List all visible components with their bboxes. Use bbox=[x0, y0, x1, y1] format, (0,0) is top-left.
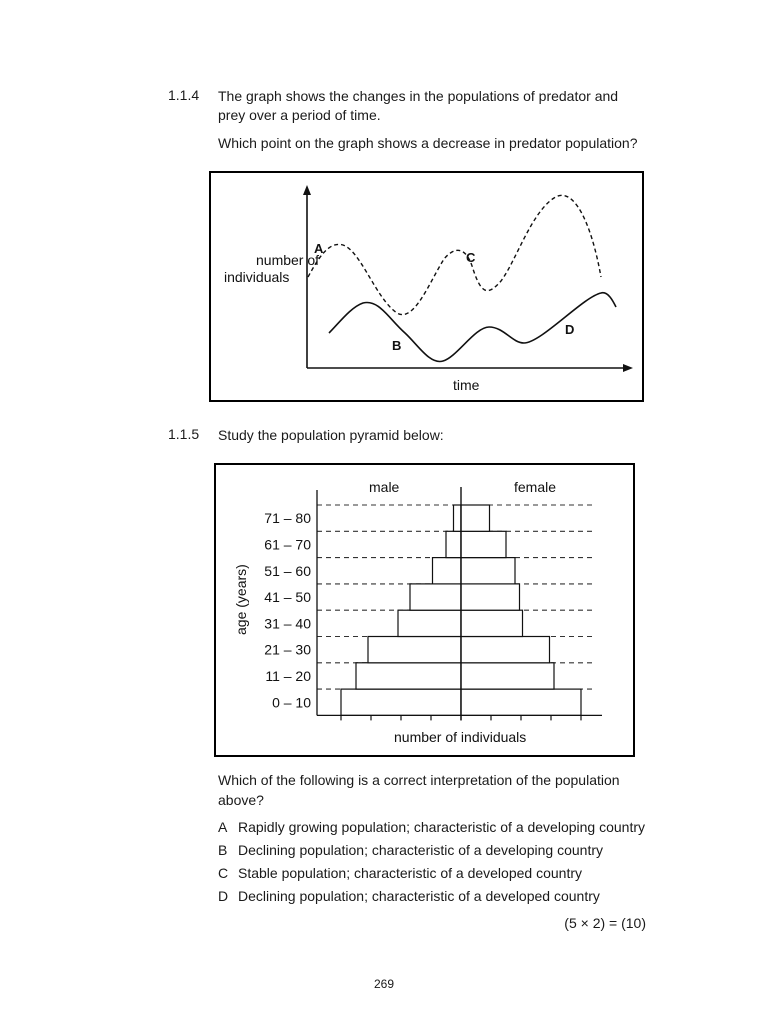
option-d[interactable] bbox=[218, 887, 600, 905]
option-c[interactable] bbox=[218, 864, 582, 882]
male-label: male bbox=[369, 479, 400, 495]
pyramid-bar-male bbox=[356, 663, 461, 689]
pyramid-bar-female bbox=[461, 584, 520, 610]
female-label: female bbox=[514, 479, 557, 495]
prey-curve bbox=[308, 195, 601, 314]
pyramid-bar-male bbox=[433, 558, 462, 584]
option-letter: C bbox=[218, 865, 229, 881]
option-a[interactable] bbox=[218, 818, 645, 836]
option-text: Declining population; characteristic of a developed country bbox=[238, 888, 600, 904]
interpretation-question-line1: Which of the following is a correct interpretation of the population bbox=[218, 772, 620, 788]
pyramid-bar-male bbox=[446, 531, 461, 557]
pyramid-bar-female bbox=[461, 689, 581, 715]
option-text: Rapidly growing population; characteristic of a developing country bbox=[238, 819, 646, 835]
pyramid-bar-male bbox=[398, 610, 461, 636]
point-label-a: A bbox=[314, 241, 324, 256]
predator-prey-graph-box bbox=[209, 171, 644, 402]
option-letter: D bbox=[218, 888, 229, 904]
page-number: 269 bbox=[373, 977, 395, 991]
pyramid-age-label: 51 – 60 bbox=[264, 562, 311, 579]
option-letter: B bbox=[218, 842, 228, 858]
marks-total: (5 × 2) = (10) bbox=[564, 915, 646, 931]
pyramid-age-label: 21 – 30 bbox=[264, 641, 311, 658]
pyramid-bar-male bbox=[454, 505, 462, 531]
pyramid-age-labels bbox=[264, 510, 311, 710]
y-axis-label-line1: number of bbox=[256, 252, 320, 268]
pyramid-age-label: 61 – 70 bbox=[264, 536, 311, 553]
pyramid-age-label: 0 – 10 bbox=[272, 694, 311, 711]
y-axis-label: age (years) bbox=[233, 564, 249, 635]
pyramid-bar-male bbox=[341, 689, 461, 715]
question-number-1-1-5: 1.1.5 bbox=[168, 426, 200, 442]
interpretation-question-line2: above? bbox=[218, 792, 264, 808]
pyramid-bar-female bbox=[461, 531, 506, 557]
pyramid-age-label: 41 – 50 bbox=[264, 589, 311, 606]
point-label-c: C bbox=[466, 250, 476, 265]
pyramid-bar-male bbox=[410, 584, 461, 610]
question-text-line2: prey over a period of time. bbox=[218, 107, 381, 123]
pyramid-bar-male bbox=[368, 637, 461, 663]
population-pyramid-box bbox=[214, 463, 635, 757]
population-pyramid bbox=[216, 465, 633, 755]
option-letter: A bbox=[218, 819, 228, 835]
point-label-d: D bbox=[565, 322, 575, 337]
pyramid-age-label: 31 – 40 bbox=[264, 615, 311, 632]
predator-prey-graph bbox=[211, 173, 642, 400]
pyramid-age-label: 11 – 20 bbox=[265, 667, 311, 684]
question-number-1-1-4: 1.1.4 bbox=[168, 87, 200, 103]
x-axis-label: number of individuals bbox=[394, 729, 527, 745]
pyramid-bar-female bbox=[461, 663, 554, 689]
point-label-b: B bbox=[392, 338, 402, 353]
pyramid-bar-female bbox=[461, 610, 523, 636]
question-text-line1: The graph shows the changes in the populations of predator and bbox=[218, 88, 619, 104]
pyramid-bar-female bbox=[461, 505, 490, 531]
option-b[interactable] bbox=[218, 841, 603, 859]
x-axis-arrow bbox=[623, 364, 633, 372]
pyramid-bar-female bbox=[461, 637, 550, 663]
y-axis-label-line2: individuals bbox=[224, 269, 290, 285]
pyramid-bar-female bbox=[461, 558, 515, 584]
option-text: Stable population; characteristic of a developed country bbox=[238, 865, 582, 881]
pyramid-age-label: 71 – 80 bbox=[264, 510, 311, 527]
question-prompt: Which point on the graph shows a decrease in predator population? bbox=[218, 135, 638, 151]
x-axis-label: time bbox=[453, 377, 480, 393]
option-text: Declining population; characteristic of a developing country bbox=[238, 842, 603, 858]
y-axis-arrow bbox=[303, 185, 311, 195]
question-text: Study the population pyramid below: bbox=[218, 427, 444, 443]
